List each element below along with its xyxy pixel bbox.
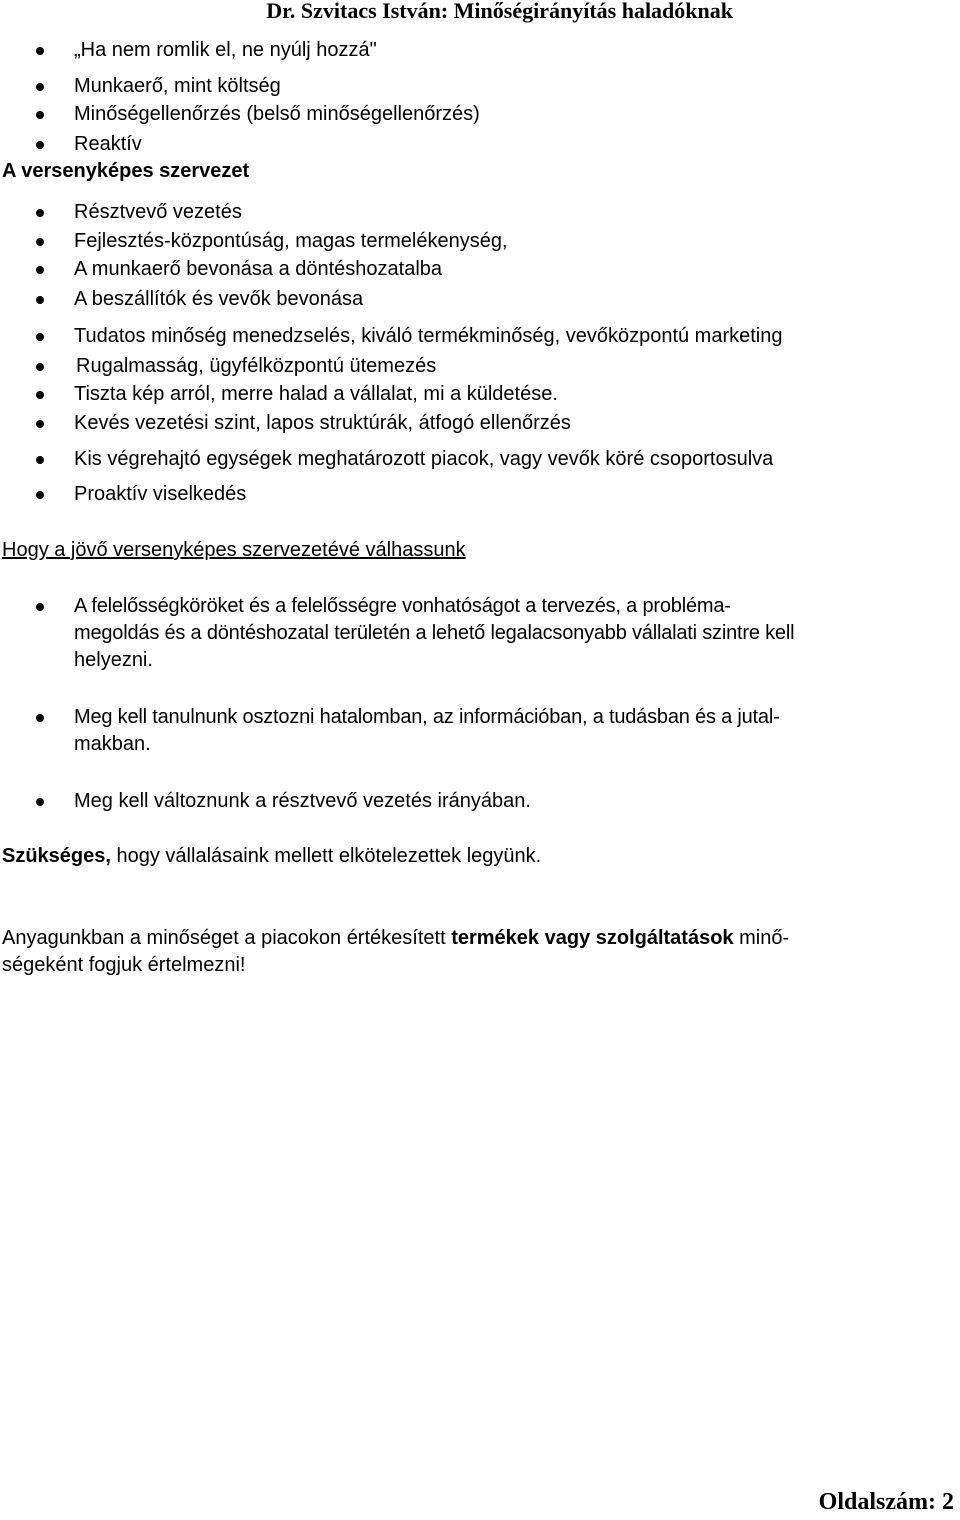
list-item: Minőségellenőrzés (belső minőségellenőrzés) (74, 103, 480, 125)
bold-text: Szükséges, (2, 845, 111, 867)
bullet-icon (36, 363, 44, 371)
bullet-icon (36, 47, 44, 55)
list-item: A beszállítók és vevők bevonása (74, 288, 364, 310)
paragraph-definition-line2: ségeként fogjuk értelmezni! (2, 954, 246, 976)
section-heading-underlined: Hogy a jövő versenyképes szervezetévé válhassunk (2, 539, 466, 561)
list-item-line: makban. (74, 733, 151, 755)
list-item: A munkaerő bevonása a döntéshozatalba (74, 258, 443, 280)
bullet-icon (36, 111, 44, 119)
bullet-icon (36, 420, 44, 428)
list-item: „Ha nem romlik el, ne nyúlj hozzá" (74, 39, 377, 61)
list-item-line: Meg kell tanulnunk osztozni hatalomban, az információban, a tudásban és a jutal- (74, 706, 780, 728)
list-item: Kis végrehajtó egységek meghatározott piacok, vagy vevők köré csoportosulva (74, 448, 774, 470)
body-text: hogy vállalásaink mellett elkötelezettek legyünk. (110, 845, 542, 867)
bold-text: termékek vagy szolgáltatások (451, 927, 734, 949)
body-text: Anyagunkban a minőséget a piacokon értékesített (2, 927, 452, 949)
list-item: Résztvevő vezetés (74, 201, 242, 223)
list-item: Fejlesztés-központúság, magas termelékenység, (74, 230, 508, 252)
list-item: Kevés vezetési szint, lapos struktúrák, átfogó ellenőrzés (74, 412, 571, 434)
list-item: Tudatos minőség menedzselés, kiváló termékminőség, vevőközpontú marketing (74, 325, 783, 347)
list-item: Munkaerő, mint költség (74, 75, 281, 97)
section-heading: A versenyképes szervezet (2, 160, 250, 182)
list-item-line: Meg kell változnunk a résztvevő vezetés irányában. (74, 790, 531, 812)
bullet-icon (36, 456, 44, 464)
list-item: Tiszta kép arról, merre halad a vállalat, mi a küldetése. (74, 383, 558, 405)
list-item-line: A felelősségköröket és a felelősségre vonhatóságot a tervezés, a probléma- (74, 595, 731, 617)
page-number: Oldalszám: 2 (818, 1489, 954, 1515)
body-text: minő- (733, 927, 790, 949)
list-item: Proaktív viselkedés (74, 483, 247, 505)
bullet-icon (36, 491, 44, 499)
bullet-icon (36, 296, 44, 304)
list-item: Rugalmasság, ügyfélközpontú ütemezés (76, 355, 437, 377)
bullet-icon (36, 603, 44, 611)
paragraph-necessary (2, 845, 541, 868)
paragraph-definition-line1 (2, 927, 789, 950)
bullet-icon (36, 266, 44, 274)
bullet-icon (36, 238, 44, 246)
list-item-line: megoldás és a döntéshozatal területén a lehető legalacsonyabb vállalati szintre kell (74, 622, 795, 644)
bullet-icon (36, 798, 44, 806)
bullet-icon (36, 714, 44, 722)
bullet-icon (36, 83, 44, 91)
document-header: Dr. Szvitacs István: Minőségirányítás haladóknak (266, 0, 733, 23)
bullet-icon (36, 209, 44, 217)
list-item: Reaktív (74, 133, 142, 155)
bullet-icon (36, 333, 44, 341)
list-item-line: helyezni. (74, 649, 153, 671)
bullet-icon (36, 391, 44, 399)
bullet-icon (36, 141, 44, 149)
